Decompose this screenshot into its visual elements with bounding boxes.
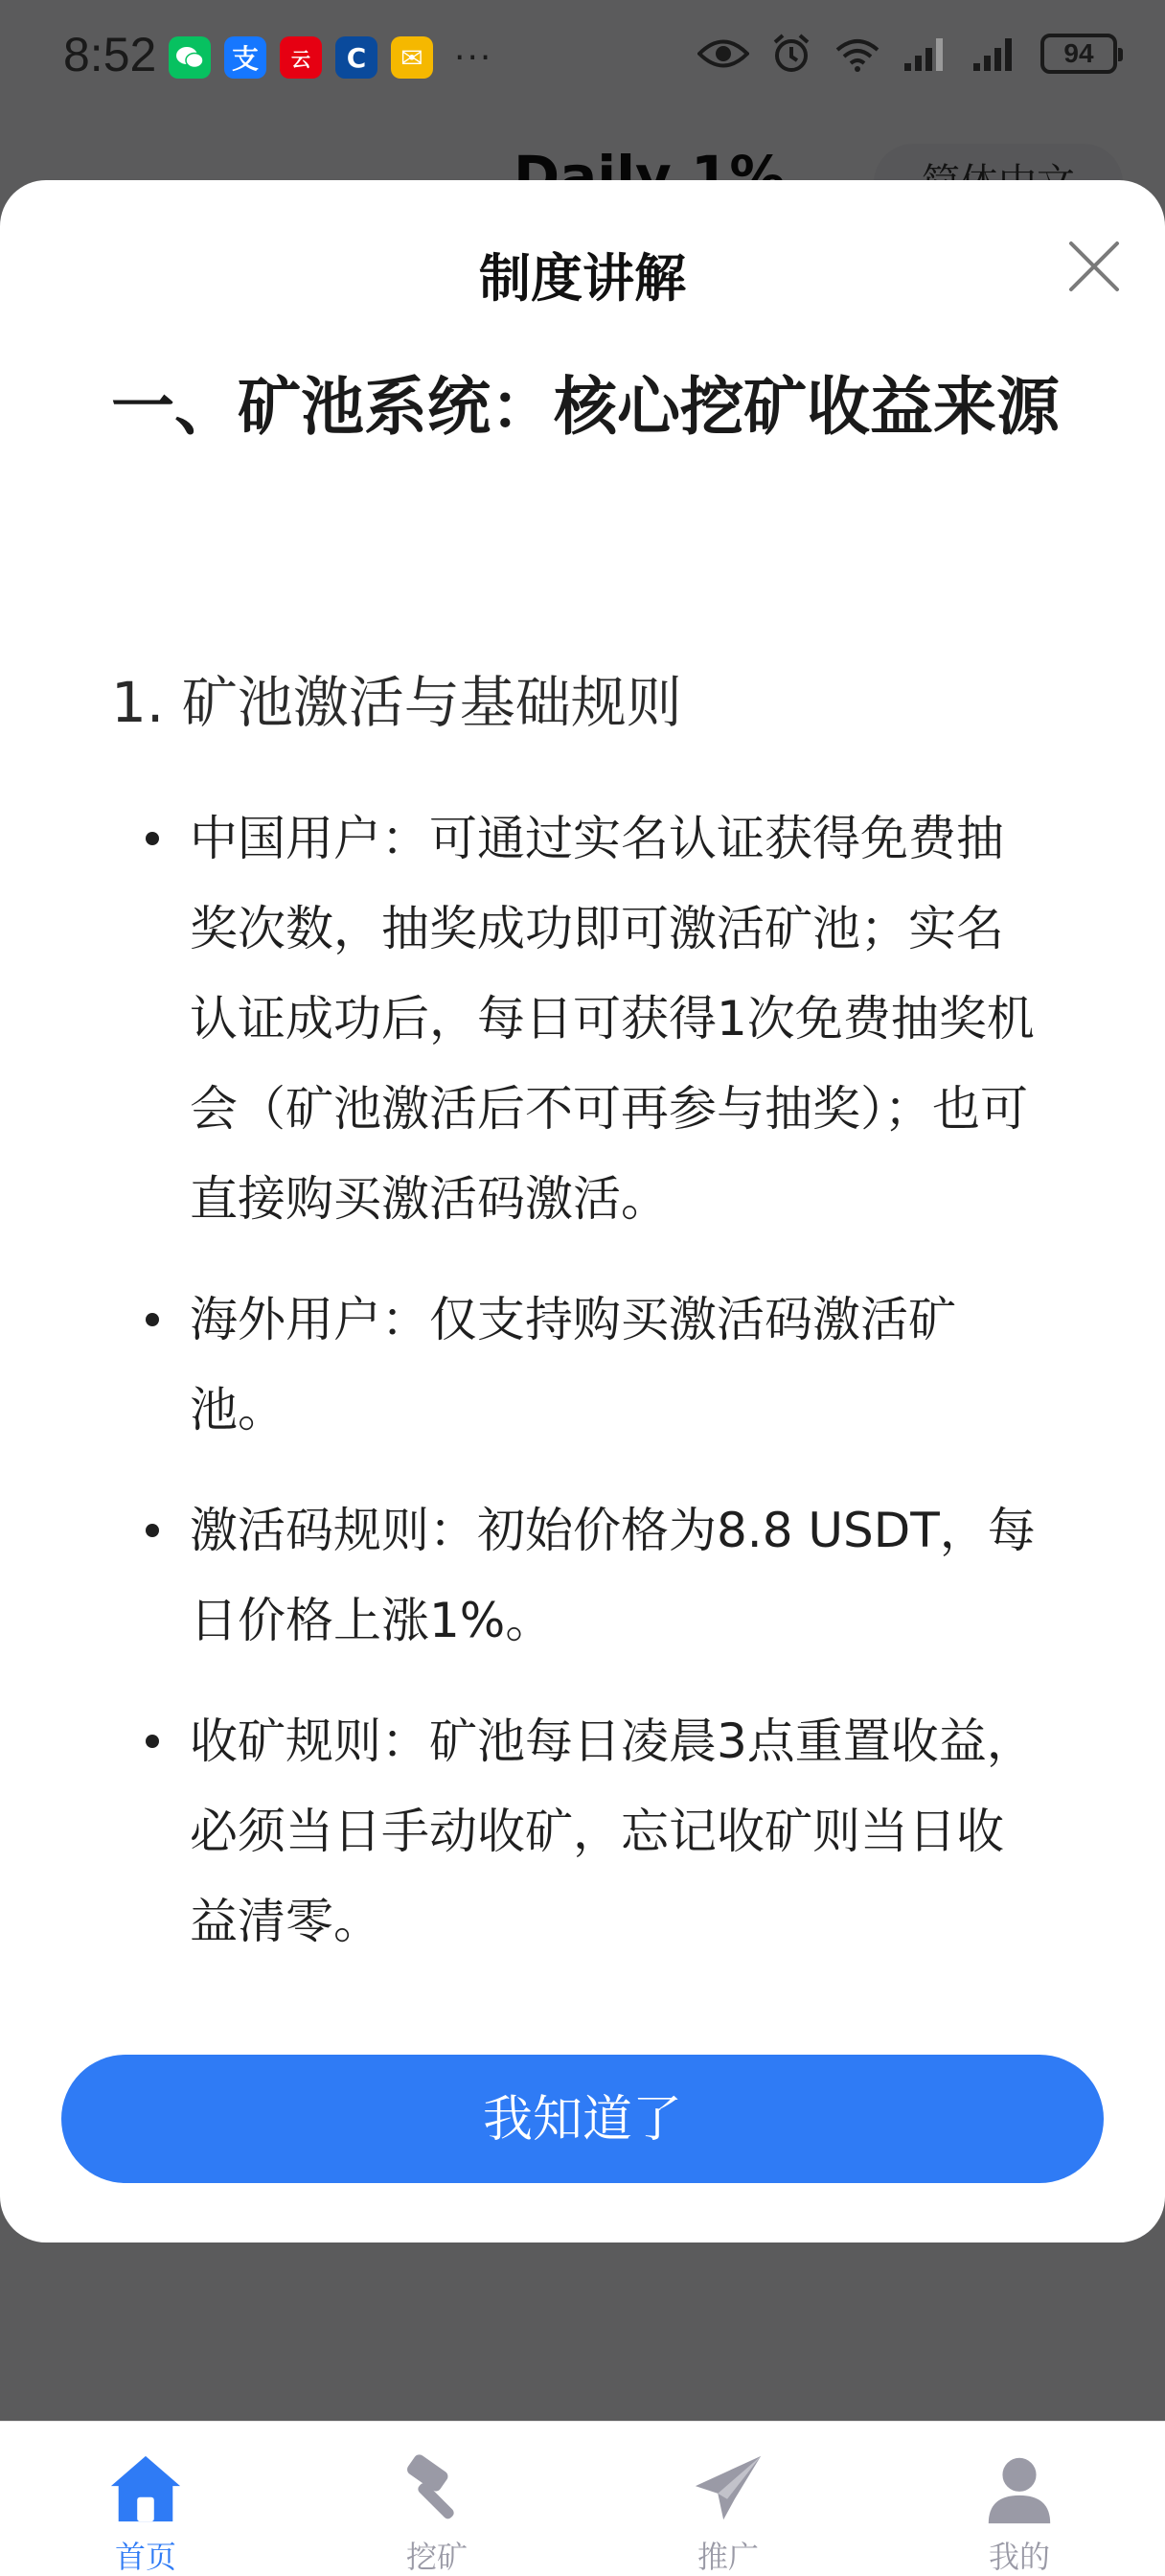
system-icons [697,33,1117,75]
rules-list [144,794,1044,1997]
rules-modal [0,180,1165,2242]
modal-title: 制度讲解 [479,248,686,309]
bottom-tab-bar [0,2421,1165,2576]
wifi-icon [834,34,881,73]
tab-profile[interactable] [874,2422,1165,2576]
ccb-icon: C [335,36,377,79]
yunshanfu-icon: 云 [280,36,322,79]
confirm-button[interactable]: 我知道了 [61,2055,1104,2183]
hammer-icon [398,2450,476,2527]
alipay-icon: 支 [224,36,266,79]
battery-indicator: 94 [1040,34,1117,74]
tab-promote-label: 推广 [697,2539,759,2575]
rule-overseas-users: 海外用户：仅支持购买激活码激活矿池。 [144,1275,1044,1455]
rule-china-users: 中国用户：可通过实名认证获得免费抽奖次数，抽奖成功即可激活矿池；实名认证成功后，每日可获得1次免费抽奖机会（矿池激活后不可再参与抽奖）；也可直接购买激活码激活。 [144,794,1044,1244]
paper-plane-icon [689,2450,767,2527]
signal-icon-2 [971,34,1019,73]
signal-icon [902,34,950,73]
status-time: 8:52 [63,28,157,81]
tab-mining-label: 挖矿 [405,2539,468,2575]
mail-icon: ✉ [391,36,433,79]
user-icon [980,2450,1059,2527]
eye-icon [697,37,749,70]
more-notifications-icon: ··· [454,37,493,78]
tab-home-label: 首页 [114,2539,176,2575]
section-title: 一、矿池系统：核心挖矿收益来源 [111,370,1060,444]
alarm-icon [770,33,812,75]
wechat-icon [169,36,211,79]
close-icon [1063,236,1125,297]
status-bar [0,0,1165,117]
home-icon [106,2450,185,2527]
rule-collection: 收矿规则：矿池每日凌晨3点重置收益，必须当日手动收矿，忘记收矿则当日收益清零。 [144,1696,1044,1966]
tab-promote[interactable] [582,2422,874,2576]
tab-profile-label: 我的 [988,2539,1050,2575]
rule-activation-code: 激活码规则：初始价格为8.8 USDT，每日价格上涨1%。 [144,1485,1044,1666]
tab-mining[interactable] [291,2422,582,2576]
sub-title: 1. 矿池激活与基础规则 [111,670,682,735]
notification-icons [169,36,492,79]
tab-home[interactable] [0,2422,291,2576]
close-button[interactable] [1063,236,1125,297]
